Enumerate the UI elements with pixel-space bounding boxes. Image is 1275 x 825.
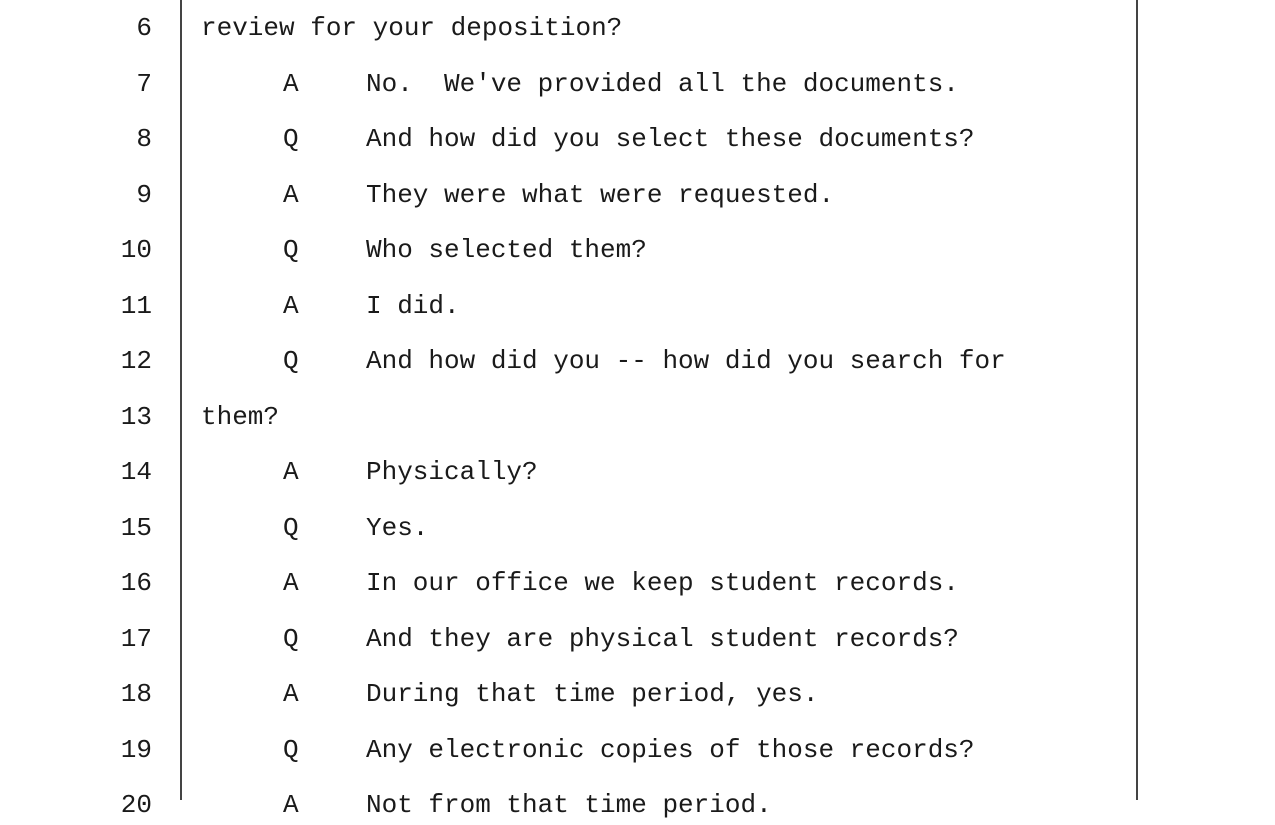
transcript-line bbox=[0, 563, 1275, 603]
transcript-line bbox=[0, 508, 1275, 548]
line-number: 18 bbox=[120, 679, 152, 709]
line-text: No. We've provided all the documents. bbox=[366, 68, 959, 99]
speaker-label: Q bbox=[283, 734, 299, 765]
transcript-line bbox=[0, 785, 1275, 825]
line-number: 17 bbox=[120, 623, 152, 654]
speaker-label: A bbox=[283, 179, 299, 210]
speaker-label: Q bbox=[283, 623, 299, 654]
line-number: 8 bbox=[136, 124, 152, 154]
line-text: them? bbox=[201, 401, 280, 432]
line-text: In our office we keep student records. bbox=[366, 568, 959, 598]
speaker-label: Q bbox=[283, 235, 299, 265]
transcript-line bbox=[0, 730, 1275, 770]
transcript-line bbox=[0, 230, 1275, 270]
line-number: 10 bbox=[120, 235, 152, 265]
transcript-line bbox=[0, 64, 1275, 104]
line-number: 20 bbox=[120, 790, 152, 820]
speaker-label: A bbox=[283, 290, 299, 321]
line-text: review for your deposition? bbox=[201, 13, 623, 43]
line-number: 12 bbox=[120, 346, 152, 376]
speaker-label: A bbox=[283, 457, 299, 487]
line-text: Any electronic copies of those records? bbox=[366, 734, 975, 765]
line-text: Physically? bbox=[366, 457, 538, 487]
line-number: 15 bbox=[120, 512, 152, 543]
transcript-line bbox=[0, 674, 1275, 714]
speaker-label: Q bbox=[283, 346, 299, 376]
speaker-label: Q bbox=[283, 124, 299, 154]
line-text: Who selected them? bbox=[366, 235, 647, 265]
line-text: And how did you select these documents? bbox=[366, 124, 975, 154]
line-number: 9 bbox=[136, 179, 152, 210]
transcript-line bbox=[0, 286, 1275, 326]
transcript-line bbox=[0, 8, 1275, 48]
transcript-line bbox=[0, 119, 1275, 159]
speaker-label: A bbox=[283, 679, 299, 709]
line-text: And how did you -- how did you search for bbox=[366, 346, 1006, 376]
speaker-label: A bbox=[283, 790, 299, 820]
line-number: 7 bbox=[136, 68, 152, 99]
line-text: Not from that time period. bbox=[366, 790, 772, 820]
line-number: 13 bbox=[120, 401, 152, 432]
line-number: 14 bbox=[120, 457, 152, 487]
speaker-label: A bbox=[283, 568, 299, 598]
line-number: 6 bbox=[136, 13, 152, 43]
line-text: Yes. bbox=[366, 512, 429, 543]
speaker-label: A bbox=[283, 68, 299, 99]
line-text: They were what were requested. bbox=[366, 179, 835, 210]
transcript-line bbox=[0, 452, 1275, 492]
line-text: During that time period, yes. bbox=[366, 679, 819, 709]
line-number: 16 bbox=[120, 568, 152, 598]
speaker-label: Q bbox=[283, 512, 299, 543]
line-text: I did. bbox=[366, 290, 460, 321]
transcript-line bbox=[0, 341, 1275, 381]
transcript-line bbox=[0, 397, 1275, 437]
transcript-line bbox=[0, 175, 1275, 215]
line-text: And they are physical student records? bbox=[366, 623, 959, 654]
line-number: 19 bbox=[120, 734, 152, 765]
line-number: 11 bbox=[120, 290, 152, 321]
transcript-line bbox=[0, 619, 1275, 659]
